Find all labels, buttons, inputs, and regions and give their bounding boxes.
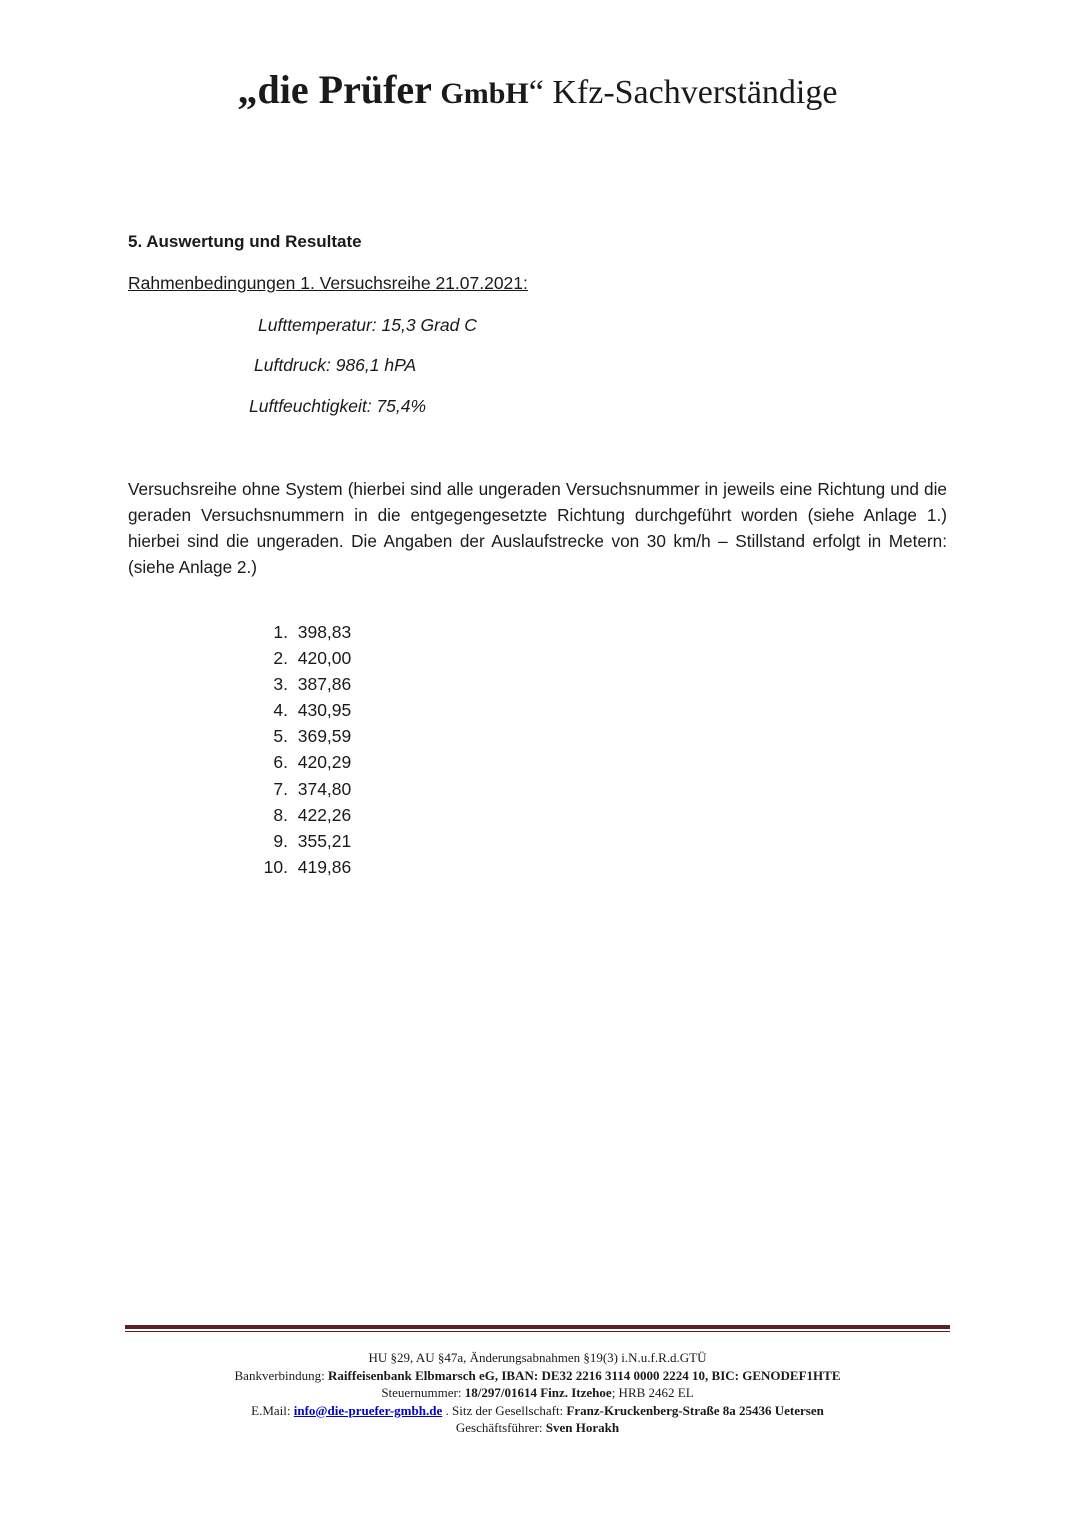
result-value: 420,29 — [297, 752, 352, 773]
result-value: 420,00 — [297, 648, 352, 669]
tax-label: Steuernummer: — [381, 1385, 465, 1400]
result-value: 374,80 — [297, 778, 352, 799]
footer-ceo-line — [0, 1419, 1075, 1437]
result-number: 8. — [273, 804, 288, 825]
result-number: 4. — [273, 700, 288, 721]
ceo-name: Sven Horakh — [545, 1420, 620, 1435]
seat-label: . Sitz der Gesellschaft: — [442, 1402, 567, 1418]
list-item — [250, 620, 351, 646]
ceo-label: Geschäftsführer: — [455, 1420, 546, 1435]
email-label: E.Mail: — [251, 1402, 294, 1418]
conditions-heading: Rahmenbedingungen 1. Versuchsreihe 21.07.2021: — [128, 273, 528, 293]
result-number: 5. — [273, 726, 288, 747]
result-number: 10. — [263, 856, 288, 877]
condition-humidity: Luftfeuchtigkeit: 75,4% — [249, 396, 427, 416]
email-link[interactable]: info@die-pruefer-gmbh.de — [293, 1402, 443, 1418]
bank-details: Raiffeisenbank Elbmarsch eG, IBAN: DE32 2216 3114 0000 2224 10, BIC: GENODEF1HTE — [328, 1367, 841, 1383]
brand-quote-open: „ — [237, 67, 258, 112]
result-number: 2. — [273, 648, 288, 669]
brand-legal-form: GmbH — [440, 77, 529, 110]
result-number: 6. — [273, 752, 288, 773]
condition-temperature: Lufttemperatur: 15,3 Grad C — [258, 315, 477, 335]
footer-bank-line — [0, 1367, 1075, 1385]
result-number: 7. — [273, 778, 288, 799]
letterhead-title — [0, 66, 1075, 113]
test-series-description: Versuchsreihe ohne System (hierbei sind alle ungeraden Versuchsnummer in jeweils eine Richtung und die geraden Versuchsnummern in die entgegengesetzte Richtung durchgeführt worden (siehe Anlage 1.) hierbei sind die ungeraden. Die Angaben der Auslaufstrecke von 30 km/h – Stillstand erfolgt in Metern: (siehe Anlage 2.) — [128, 479, 947, 577]
letterhead-subtitle: Kfz-Sachverständige — [552, 74, 838, 111]
list-item — [250, 777, 351, 803]
result-number: 1. — [273, 622, 288, 642]
list-item — [250, 698, 351, 724]
result-value: 430,95 — [297, 700, 352, 721]
registry-number: ; HRB 2462 EL — [611, 1385, 694, 1400]
results-list — [250, 620, 351, 881]
result-number: 3. — [273, 674, 288, 695]
footer — [0, 1349, 1075, 1437]
footer-tax-line — [0, 1384, 1075, 1402]
footer-divider-thick — [125, 1325, 950, 1329]
result-value: 387,86 — [297, 674, 352, 695]
tax-number: 18/297/01614 Finz. Itzehoe — [464, 1385, 612, 1400]
result-value: 398,83 — [297, 622, 352, 642]
result-number: 9. — [273, 830, 288, 851]
list-item — [250, 855, 351, 881]
footer-certifications: HU §29, AU §47a, Änderungsabnahmen §19(3) i.N.u.f.R.d.GTÜ — [368, 1350, 707, 1365]
company-address: Franz-Kruckenberg-Straße 8a 25436 Uetersen — [566, 1402, 824, 1418]
result-value: 369,59 — [297, 726, 352, 747]
brand-name: die Prüfer — [257, 67, 432, 112]
section-heading: 5. Auswertung und Resultate — [128, 232, 362, 251]
list-item — [250, 803, 351, 829]
brand-quote-close: “ — [528, 74, 544, 111]
condition-pressure: Luftdruck: 986,1 hPA — [254, 355, 417, 375]
bank-label: Bankverbindung: — [234, 1367, 329, 1383]
result-value: 355,21 — [297, 830, 352, 851]
result-value: 419,86 — [297, 856, 352, 877]
list-item — [250, 672, 351, 698]
list-item — [250, 829, 351, 855]
list-item — [250, 646, 351, 672]
footer-contact-line — [0, 1402, 1075, 1420]
result-value: 422,26 — [297, 804, 352, 825]
list-item — [250, 724, 351, 750]
footer-divider-thin — [125, 1331, 950, 1332]
list-item — [250, 750, 351, 776]
